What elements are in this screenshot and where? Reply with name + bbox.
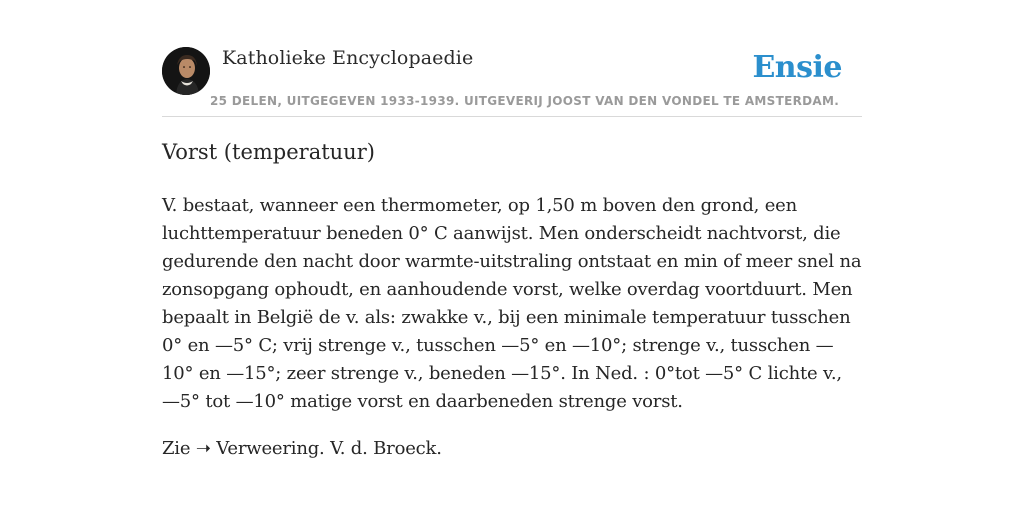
article-body: V. bestaat, wanneer een thermometer, op 1,50 m boven den grond, een luchttemperatuur beneden 0° C aanwijst. Men onderscheidt nachtvorst, die gedurende den nacht door warmte-uitstraling ontstaat en min of meer snel na zonsopgang ophoudt, en aanhoudende vorst, welke overdag voortduurt. Men bepaalt in België de v. als: zwakke v., bij een minimale temperatuur tusschen 0° en —5° C; vrij strenge v., tusschen —5° en —10°; strenge v., tusschen —10° en —15°; zeer strenge v., beneden —15°. In Ned. : 0°tot —5° C lichte v., —5° tot —10° matige vorst en daarbeneden strenge vorst. xyxy=(162,195,862,412)
ensie-logo[interactable]: Ensie xyxy=(752,50,842,85)
site-header xyxy=(162,44,862,117)
see-also-reference[interactable]: Zie ➝ Verweering. V. d. Broeck. xyxy=(162,438,442,459)
portrait-icon[interactable] xyxy=(162,47,210,95)
book-subtitle: 25 DELEN, UITGEGEVEN 1933-1939. UITGEVERIJ JOOST VAN DEN VONDEL TE AMSTERDAM. xyxy=(210,94,840,108)
article-title: Vorst (temperatuur) xyxy=(162,140,375,164)
book-title[interactable]: Katholieke Encyclopaedie xyxy=(222,47,474,69)
